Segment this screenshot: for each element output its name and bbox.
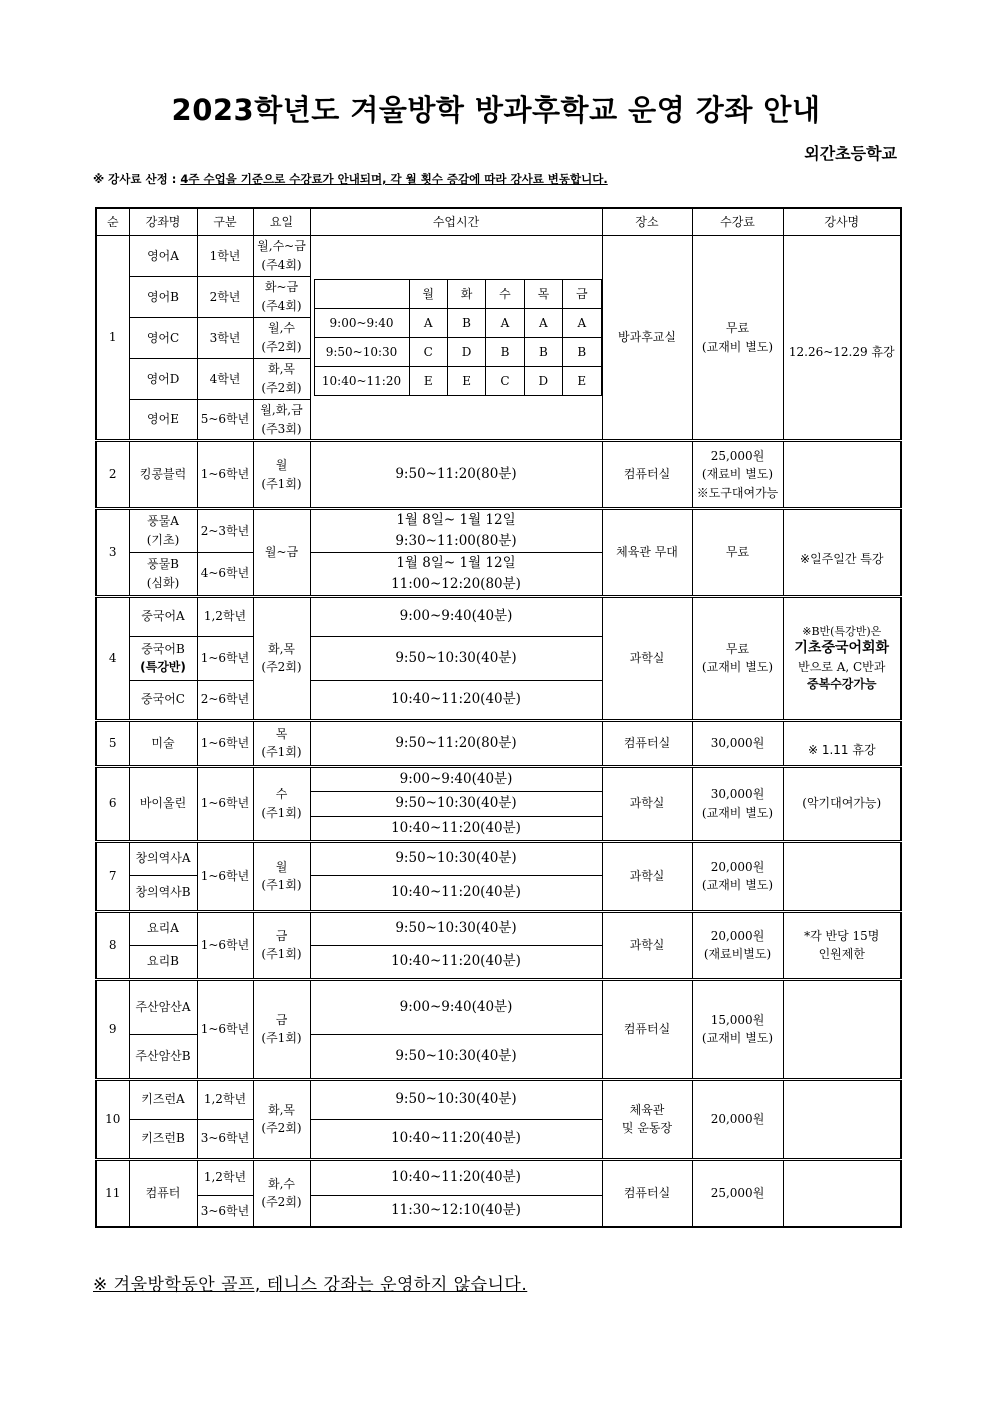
header-fee: 수강료 <box>692 208 783 236</box>
row-no: 8 <box>96 911 129 979</box>
schedule-cell: D <box>524 367 562 396</box>
footer-notice: ※ 겨울방학동안 골프, 테니스 강좌는 운영하지 않습니다. <box>93 1275 528 1295</box>
schedule-cell: E <box>563 367 601 396</box>
course-place: 컴퓨터실 <box>602 1159 692 1227</box>
course-time: 10:40~11:20(40분) <box>310 875 602 911</box>
course-name: 풍물A (기초) <box>129 509 197 553</box>
course-days: 화,목 (주2회) <box>253 596 310 720</box>
schedule-day: 월 <box>409 280 447 309</box>
schedule-cell: A <box>409 309 447 338</box>
course-instructor <box>783 841 901 911</box>
course-fee: 무료 (교재비 별도) <box>692 596 783 720</box>
course-name: 요리A <box>129 911 197 945</box>
schedule-cell: E <box>409 367 447 396</box>
course-grade: 4학년 <box>197 359 253 400</box>
table-row <box>96 720 901 766</box>
course-name: 영어C <box>129 318 197 359</box>
schedule-cell: D <box>447 338 485 367</box>
course-time: 9:00~9:40(40분) <box>310 979 602 1034</box>
course-grade: 1~6학년 <box>197 441 253 509</box>
course-grade: 3~6학년 <box>197 1119 253 1159</box>
course-place: 과학실 <box>602 841 692 911</box>
course-time: 9:00~9:40(40분) <box>310 596 602 636</box>
course-days: 목 (주1회) <box>253 720 310 766</box>
course-time: 9:50~10:30(40분) <box>310 911 602 945</box>
schedule-cell: B <box>486 338 524 367</box>
course-grade: 1,2학년 <box>197 596 253 636</box>
schedule-cell: C <box>486 367 524 396</box>
page-title: 2023학년도 겨울방학 방과후학교 운영 강좌 안내 <box>171 93 821 127</box>
course-instructor: 12.26~12.29 휴강 <box>783 236 901 441</box>
course-grade: 1학년 <box>197 236 253 277</box>
header-no: 순 <box>96 208 129 236</box>
table-row <box>96 441 901 509</box>
row-no: 7 <box>96 841 129 911</box>
course-name: 영어D <box>129 359 197 400</box>
header-grade: 구분 <box>197 208 253 236</box>
course-instructor: ※B반(특강반)은 기초중국어회화 반으로 A, C반과 중복수강가능 <box>783 596 901 720</box>
course-name: 중국어C <box>129 680 197 720</box>
course-fee: 25,000원 <box>692 1159 783 1227</box>
course-grade: 3학년 <box>197 318 253 359</box>
course-grade: 1,2학년 <box>197 1079 253 1119</box>
header-course: 강좌명 <box>129 208 197 236</box>
course-name: 중국어A <box>129 596 197 636</box>
course-place: 과학실 <box>602 596 692 720</box>
table-row <box>96 1079 901 1119</box>
course-name: 키즈런A <box>129 1079 197 1119</box>
course-place: 과학실 <box>602 766 692 841</box>
row-no: 2 <box>96 441 129 509</box>
course-grade: 2학년 <box>197 277 253 318</box>
table-row <box>96 841 901 875</box>
course-grade: 5~6학년 <box>197 400 253 441</box>
schedule-day: 화 <box>447 280 485 309</box>
course-name: 바이올린 <box>129 766 197 841</box>
course-time: 1월 8일~ 1월 12일 9:30~11:00(80분) <box>310 509 602 553</box>
course-days: 화,수 (주2회) <box>253 1159 310 1227</box>
course-instructor: ※ 1.11 휴강 <box>783 720 901 766</box>
course-fee: 15,000원 (교재비 별도) <box>692 979 783 1079</box>
course-grade: 1~6학년 <box>197 720 253 766</box>
course-time: 10:40~11:20(40분) <box>310 816 602 841</box>
notice-text: 4주 수업을 기준으로 수강료가 안내되며, 각 월 횟수 증감에 따라 강사료 변동합니다. <box>180 172 608 186</box>
course-time: 10:40~11:20(40분) <box>310 945 602 979</box>
row-no: 4 <box>96 596 129 720</box>
english-schedule-table <box>314 279 602 396</box>
course-name: 영어A <box>129 236 197 277</box>
course-time: 9:50~10:30(40분) <box>310 841 602 875</box>
schedule-day: 수 <box>486 280 524 309</box>
course-instructor: (악기대여가능) <box>783 766 901 841</box>
course-instructor <box>783 1159 901 1227</box>
course-grade: 3~6학년 <box>197 1195 253 1227</box>
schedule-row <box>314 338 601 367</box>
course-name: 영어E <box>129 400 197 441</box>
course-name: 창의역사B <box>129 875 197 911</box>
course-time: 9:00~9:40(40분) <box>310 766 602 791</box>
english-schedule-cell <box>310 236 602 441</box>
course-name: 주산암산A <box>129 979 197 1034</box>
course-fee: 20,000원 <box>692 1079 783 1159</box>
course-days: 화,목 (주2회) <box>253 359 310 400</box>
course-fee: 무료 <box>692 509 783 597</box>
schedule-cell: B <box>447 309 485 338</box>
course-time: 10:40~11:20(40분) <box>310 1159 602 1195</box>
table-row <box>96 596 901 636</box>
course-days: 금 (주1회) <box>253 911 310 979</box>
schedule-day: 금 <box>563 280 601 309</box>
course-grade: 1~6학년 <box>197 841 253 911</box>
course-time: 9:50~11:20(80분) <box>310 720 602 766</box>
schedule-header-row <box>314 280 601 309</box>
course-place: 컴퓨터실 <box>602 979 692 1079</box>
schedule-day: 목 <box>524 280 562 309</box>
course-grade: 1~6학년 <box>197 636 253 680</box>
course-grade: 4~6학년 <box>197 552 253 596</box>
row-no: 11 <box>96 1159 129 1227</box>
course-instructor: ※일주일간 특강 <box>783 509 901 597</box>
header-days: 요일 <box>253 208 310 236</box>
schedule-cell: C <box>409 338 447 367</box>
row-no: 9 <box>96 979 129 1079</box>
course-days: 월 (주1회) <box>253 441 310 509</box>
course-grade: 2~3학년 <box>197 509 253 553</box>
course-instructor: *각 반당 15명 인원제한 <box>783 911 901 979</box>
table-row <box>96 509 901 553</box>
course-name: 창의역사A <box>129 841 197 875</box>
course-place: 방과후교실 <box>602 236 692 441</box>
course-grade: 1,2학년 <box>197 1159 253 1195</box>
course-days: 월,수 (주2회) <box>253 318 310 359</box>
course-name: 중국어B (특강반) <box>129 636 197 680</box>
course-instructor <box>783 979 901 1079</box>
course-name: 요리B <box>129 945 197 979</box>
schedule-corner <box>314 280 409 309</box>
course-fee: 30,000원 (교재비 별도) <box>692 766 783 841</box>
course-fee: 20,000원 (교재비 별도) <box>692 841 783 911</box>
course-time: 9:50~11:20(80분) <box>310 441 602 509</box>
course-name: 영어B <box>129 277 197 318</box>
course-grade: 1~6학년 <box>197 979 253 1079</box>
row-no: 6 <box>96 766 129 841</box>
course-grade: 1~6학년 <box>197 911 253 979</box>
course-grade: 2~6학년 <box>197 680 253 720</box>
course-days: 월~금 <box>253 509 310 597</box>
course-place: 과학실 <box>602 911 692 979</box>
course-name: 주산암산B <box>129 1034 197 1079</box>
course-fee: 25,000원 (재료비 별도) ※도구대여가능 <box>692 441 783 509</box>
course-name: 키즈런B <box>129 1119 197 1159</box>
course-time: 9:50~10:30(40분) <box>310 636 602 680</box>
schedule-row <box>314 367 601 396</box>
row-no: 10 <box>96 1079 129 1159</box>
schedule-cell: A <box>563 309 601 338</box>
table-row <box>96 911 901 945</box>
notice-prefix: ※ 강사료 산정 : <box>93 172 181 186</box>
schedule-cell: A <box>486 309 524 338</box>
schedule-cell: B <box>524 338 562 367</box>
schedule-cell: E <box>447 367 485 396</box>
table-row <box>96 1159 901 1195</box>
course-name: 풍물B (심화) <box>129 552 197 596</box>
course-table <box>95 207 902 1228</box>
header-time: 수업시간 <box>310 208 602 236</box>
course-place: 체육관 및 운동장 <box>602 1079 692 1159</box>
course-days: 화~금 (주4회) <box>253 277 310 318</box>
course-time: 9:50~10:30(40분) <box>310 791 602 816</box>
course-days: 화,목 (주2회) <box>253 1079 310 1159</box>
schedule-row <box>314 309 601 338</box>
course-instructor <box>783 441 901 509</box>
course-place: 컴퓨터실 <box>602 720 692 766</box>
schedule-cell: A <box>524 309 562 338</box>
schedule-time: 9:00~9:40 <box>314 309 409 338</box>
course-time: 11:30~12:10(40분) <box>310 1195 602 1227</box>
course-time: 10:40~11:20(40분) <box>310 680 602 720</box>
course-days: 수 (주1회) <box>253 766 310 841</box>
course-name: 킹콩블럭 <box>129 441 197 509</box>
row-no: 3 <box>96 509 129 597</box>
schedule-time: 10:40~11:20 <box>314 367 409 396</box>
table-row <box>96 766 901 791</box>
course-days: 월,수~금 (주4회) <box>253 236 310 277</box>
header-instructor: 강사명 <box>783 208 901 236</box>
course-time: 10:40~11:20(40분) <box>310 1119 602 1159</box>
course-fee: 30,000원 <box>692 720 783 766</box>
table-row <box>96 236 901 277</box>
schedule-cell: B <box>563 338 601 367</box>
course-time: 9:50~10:30(40분) <box>310 1079 602 1119</box>
course-time: 9:50~10:30(40분) <box>310 1034 602 1079</box>
schedule-time: 9:50~10:30 <box>314 338 409 367</box>
course-days: 금 (주1회) <box>253 979 310 1079</box>
course-fee: 무료 (교재비 별도) <box>692 236 783 441</box>
row-no: 5 <box>96 720 129 766</box>
course-fee: 20,000원 (재료비별도) <box>692 911 783 979</box>
table-header-row <box>96 208 901 236</box>
course-place: 컴퓨터실 <box>602 441 692 509</box>
course-place: 체육관 무대 <box>602 509 692 597</box>
table-row <box>96 979 901 1034</box>
row-no: 1 <box>96 236 129 441</box>
school-name: 외간초등학교 <box>804 144 897 163</box>
header-place: 장소 <box>602 208 692 236</box>
course-instructor <box>783 1079 901 1159</box>
course-time: 1월 8일~ 1월 12일 11:00~12:20(80분) <box>310 552 602 596</box>
course-days: 월 (주1회) <box>253 841 310 911</box>
course-days: 월,화,금 (주3회) <box>253 400 310 441</box>
course-name: 컴퓨터 <box>129 1159 197 1227</box>
course-name: 미술 <box>129 720 197 766</box>
fee-notice <box>93 171 608 187</box>
course-grade: 1~6학년 <box>197 766 253 841</box>
